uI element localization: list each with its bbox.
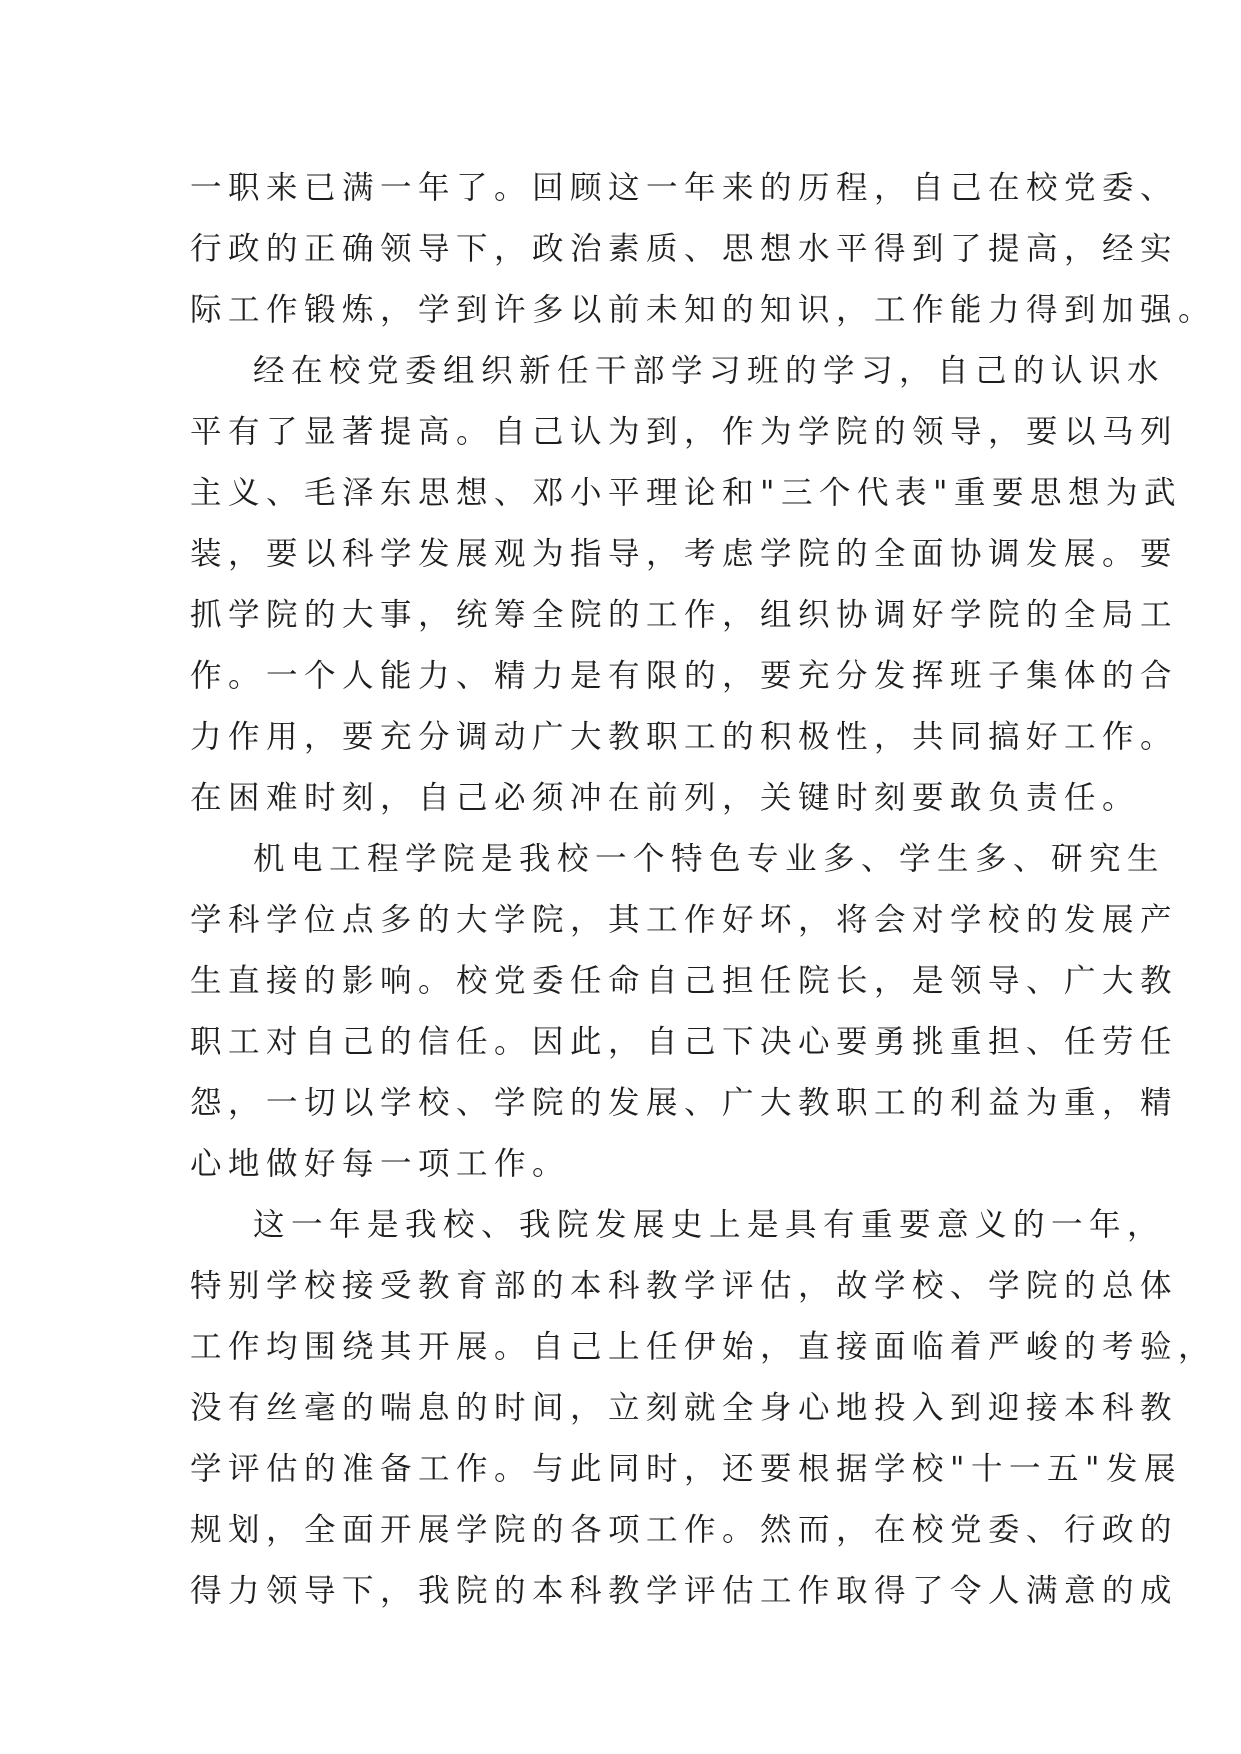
paragraph <box>190 341 1182 829</box>
text-line: 生直接的影响。校党委任命自己担任院长，是领导、广大教 <box>190 963 1179 999</box>
paragraph <box>190 1195 1217 1622</box>
text-line: 经在校党委组织新任干部学习班的学习，自己的认识水 <box>253 353 1166 389</box>
text-line: 主义、毛泽东思想、邓小平理论和"三个代表"重要思想为武 <box>190 475 1182 511</box>
paragraph <box>190 158 1217 341</box>
paragraph <box>190 829 1179 1195</box>
text-line: 学评估的准备工作。与此同时，还要根据学校"十一五"发展 <box>190 1451 1182 1487</box>
text-line: 在困难时刻，自己必须冲在前列，关键时刻要敢负责任。 <box>190 780 1141 816</box>
text-line: 得力领导下，我院的本科教学评估工作取得了令人满意的成 <box>190 1573 1179 1609</box>
text-line: 职工对自己的信任。因此，自己下决心要勇挑重担、任劳任 <box>190 1024 1179 1060</box>
text-line: 平有了显著提高。自己认为到，作为学院的领导，要以马列 <box>190 414 1179 450</box>
text-line: 作。一个人能力、精力是有限的，要充分发挥班子集体的合 <box>190 658 1179 694</box>
text-line: 怨，一切以学校、学院的发展、广大教职工的利益为重，精 <box>190 1085 1179 1121</box>
text-line: 规划，全面开展学院的各项工作。然而，在校党委、行政的 <box>190 1512 1179 1548</box>
text-line: 没有丝毫的喘息的时间，立刻就全身心地投入到迎接本科教 <box>190 1390 1179 1426</box>
text-line: 装，要以科学发展观为指导，考虑学院的全面协调发展。要 <box>190 536 1179 572</box>
text-line: 抓学院的大事，统筹全院的工作，组织协调好学院的全局工 <box>190 597 1179 633</box>
text-line: 行政的正确领导下，政治素质、思想水平得到了提高，经实 <box>190 231 1179 267</box>
text-line: 学科学位点多的大学院，其工作好坏，将会对学校的发展产 <box>190 902 1179 938</box>
text-line: 机电工程学院是我校一个特色专业多、学生多、研究生 <box>253 841 1166 877</box>
text-line: 一职来已满一年了。回顾这一年来的历程，自己在校党委、 <box>190 170 1179 206</box>
text-line: 工作均围绕其开展。自己上任伊始，直接面临着严峻的考验， <box>190 1329 1217 1365</box>
document-body <box>190 158 1217 1622</box>
text-line: 际工作锻炼，学到许多以前未知的知识，工作能力得到加强。 <box>190 292 1217 328</box>
text-line: 心地做好每一项工作。 <box>190 1146 571 1182</box>
text-line: 特别学校接受教育部的本科教学评估，故学校、学院的总体 <box>190 1268 1179 1304</box>
text-line: 力作用，要充分调动广大教职工的积极性，共同搞好工作。 <box>190 719 1179 755</box>
text-line: 这一年是我校、我院发展史上是具有重要意义的一年， <box>253 1207 1166 1243</box>
